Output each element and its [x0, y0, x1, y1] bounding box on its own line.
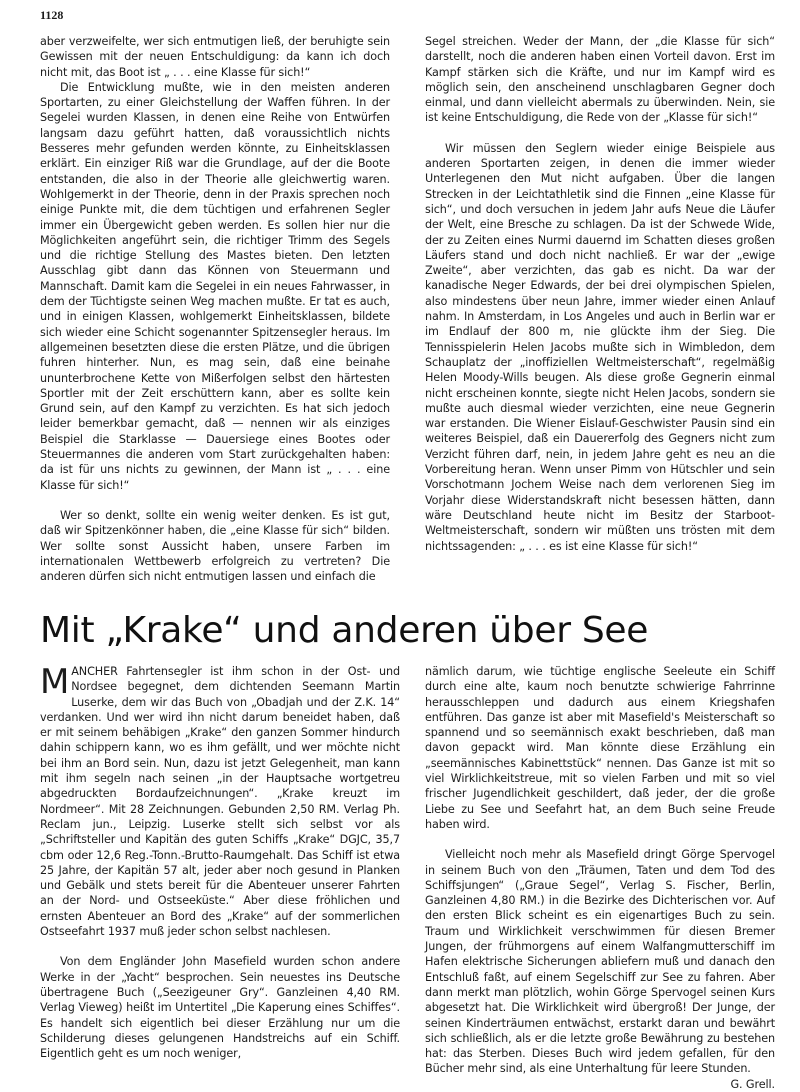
upper-column-left: [40, 34, 390, 584]
article-column-right: [425, 664, 775, 1092]
paragraph: Segel streichen. Weder der Mann, der „die Klasse für sich“ darstellt, noch die anderen haben einen Vorteil davon. Erst im Kampf stärken sich die Kräfte, und nur im Kampf wird es möglich sein, den anscheinend unschlagbaren Gegner doch einmal, und dann vielleicht abermals zu überwinden. Nein, sie ist keine Entschuldigung, die Rede von der „Klasse für sich!“: [425, 35, 775, 125]
paragraph: [40, 664, 400, 939]
article-column-left: [40, 664, 400, 1061]
upper-column-right: [425, 34, 775, 554]
paragraph: Wir müssen den Seglern wieder einige Beispiele aus anderen Sportarten zeigen, in denen die immer wieder Unterlegenen den Mut nicht aufgaben. Über die langen Strecken in der Leichtathletik sind die Finnen „eine Klasse für sich“, und doch versuchen in jedem Jahr aufs Neue die Läufer der Welt, eine Bresche zu schlagen. Da ist der Schwede Wide, der zu Zeiten eines Nurmi dauernd im Schatten dieses großen Läufers stand und doch nicht nachließ. Er war der „ewige Zweite“, aber verzichten, das gab es nicht. Da war der kanadische Neger Edwards, der bei drei olympischen Spielen, also mindestens über neun Jahre, immer wieder einen Anlauf nahm. In Amsterdam, in Los Angeles und auch in Berlin war er im Endlauf der 800 m, nie glückte ihm der Sieg. Die Tennisspielerin Helen Jacobs mußte sich in Wimbledon, dem Schauplatz der „inoffiziellen Weltmeisterschaft“, regelmäßig Helen Moody-Wills beugen. Als diese große Gegnerin einmal nicht erscheinen konnte, siegte nicht Helen Jacobs, sondern sie mußte auch diesmal wieder verzichten, eine neue Gegnerin war erstanden. Die Wiener Eislauf-Geschwister Pausin sind ein weiteres Beispiel, daß ein Dauererfolg des Gegners nicht zum Verzicht führen darf, nein, in jedem Jahre geht es neu an die Vorbereitung heran. Wenn unser Pimm von Hütschler und sein Vorschotmann Jochem Weise nach dem verlorenen Sieg im Vorjahr diese Widerstandskraft nicht besessen hätten, dann wäre Deutschland heute nicht im Besitz der Starboot-Weltmeisterschaft, sondern wir müßten uns trösten mit dem nichtssagenden: „ . . . es ist eine Klasse für sich!“: [425, 141, 775, 553]
drop-cap: M: [40, 662, 70, 702]
article-title: Mit „Krake“ und anderen über See: [40, 610, 649, 651]
paragraph: Die Entwicklung mußte, wie in den meisten anderen Sportarten, zu einer Gleichstellung der Waffen führen. In der Segelei wurden Klassen, in denen eine Reihe von Entwürfen langsam dazu geführt hatten, daß voraussichtlich nichts Besseres mehr gefunden werden könnte, zu Einheitsklassen erklärt. Ein einziger Riß war die Grundlage, auf der die Boote entstanden, die also in der Theorie alle gleichwertig waren. Wohlgemerkt in der Theorie, denn in der Praxis sprechen noch einige Punkte mit, die dem tüchtigen und erfahrenen Segler immer ein Übergewicht geben werden. Es sollen hier nur die Möglichkeiten angeführt sein, die richtiger Trimm des Segels und die richtige Stellung des Mastes bieten. Den letzten Ausschlag gibt dann das Können von Steuermann und Mannschaft. Damit kam die Segelei in ein neues Fahrwasser, in dem der Tüchtigste seinen Weg machen mußte. Er tat es auch, und in einigen Klassen, wohlgemerkt Einheitsklassen, bildete sich wieder eine Schicht sogenannter Spitzensegler heraus. Im allgemeinen besetzten diese die ersten Plätze, und die übrigen fuhren hinterher. Nun, es mag sein, daß eine beinahe ununterbrochene Kette von Mißerfolgen selbst den härtesten Sportler mit der Zeit erschüttern kann, aber es sollte kein Grund sein, auf den Kampf zu verzichten. Es hat sich jedoch leider bemerkbar gemacht, daß — nennen wir als einziges Beispiel die Starklasse — Dauersiege eines Bootes oder Steuermannes die anderen vom Start zurückgehalten haben: da ist für uns nichts zu gewinnen, der Mann ist „ . . . eine Klasse für sich!“: [40, 80, 390, 492]
paragraph-text: ANCHER Fahrtensegler ist ihm schon in der Ost- und Nordsee begegnet, dem dichtenden Seemann Martin Luserke, dem wir das Buch von „Obadjah und der Z.K. 14“ verdanken. Und wer wird ihn nicht darum beneidet haben, daß er mit seinem behäbigen „Krake“ den ganzen Sommer hindurch dahin schippern kann, wo es ihm gefällt, und wer möchte nicht bei ihm an Bord sein. Nun, dazu ist jetzt Gelegenheit, man kann mit ihm segeln nach seinen „in der Hauptsache wortgetreu abgedruckten Bordaufzeichnungen“. „Krake kreuzt im Nordmeer“. Mit 28 Zeichnungen. Gebunden 2,50 RM. Verlag Ph. Reclam jun., Leipzig. Luserke stellt sich selbst vor als „Schriftsteller und Kapitän des guten Schiffs „Krake“ DGJC, 35,7 cbm oder 12,6 Reg.-Tonn.-Brutto-Raumgehalt. Das Schiff ist etwa 25 Jahre, der Kapitän 57 alt, jeder aber noch gesund in Planken und Gebälk und stets bereit für die Abenteuer unserer Fahrten an der Nord- und Ostseeküste.“ Aber diese fröhlichen und ernsten Abenteuer an Bord des „Krake“ auf der sommerlichen Ostseefahrt 1937 muß jeder schon selbst nachlesen.: [40, 665, 400, 939]
paragraph: Wer so denkt, sollte ein wenig weiter denken. Es ist gut, daß wir Spitzenkönner haben, die „eine Klasse für sich“ bilden. Wer sollte sonst Aussicht haben, unsere Farben im internationalen Wettbewerb erfolgreich zu vertreten? Die anderen dürfen sich nicht entmutigen lassen und einfach die: [40, 508, 390, 584]
page-number: 1128: [40, 8, 64, 22]
paragraph-text: Vielleicht noch mehr als Masefield dringt Görge Spervogel in seinem Buch von den „Träumen, Taten und dem Tod des Schiffsjungen“ („Graue Segel“, Verlag S. Fischer, Berlin, Ganzleinen 4,80 RM.) in die Bezirke des Dichterischen vor. Auf den ersten Blick scheint es ein eigenartiges Buch zu sein. Traum und Wirklichkeit verschwimmen für diesen Bremer Jungen, der frühmorgens auf einem Walfangmutterschiff im Hafen elektrische Sicherungen abliefern muß und danach den Entschluß faßt, auf einem Segelschiff zur See zu fahren. Aber dann merkt man plötzlich, wohin Görge Spervogel seinen Kurs abgesetzt hat. Die Wirklichkeit wird übergroß! Der Junge, der seinen Kinderträumen entwächst, erstarkt daran und bewährt sich schließlich, als er die letzte große Bewährung zu bestehen hat: das Sterben. Dieses Buch wird jedem gefallen, für den Bücher mehr sind, als eine Unterhaltung für leere Stunden.: [425, 848, 775, 1076]
paragraph: nämlich darum, wie tüchtige englische Seeleute ein Schiff durch eine alte, kaum noch benutzte schwierige Fahrrinne herausschleppen und dadurch aus einem Kriegshafen entführen. Das ganze ist aber mit Masefield's Meisterschaft so spannend und so seemännisch exakt beschrieben, daß man davon gepackt wird. Man könnte diese Erzählung ein „seemännisches Kabinettstück“ nennen. Das Ganze ist mit so viel Wirklichkeitstreue, mit so vielen Farben und mit so viel frischer Jugendlichkeit geschildert, daß jeder, der die große Liebe zu See und Seefahrt hat, an dem Buch seine Freude haben wird.: [425, 665, 775, 831]
paragraph: [425, 847, 775, 1091]
author-signature: G. Grell.: [730, 1077, 775, 1091]
paragraph: aber verzweifelte, wer sich entmutigen ließ, der beruhigte sein Gewissen mit der neuen Entschuldigung: da kann ich doch nicht mit, das Boot ist „ . . . eine Klasse für sich!“: [40, 35, 390, 79]
paragraph: Von dem Engländer John Masefield wurden schon andere Werke in der „Yacht“ besprochen. Sein neuestes ins Deutsche übertragene Buch („Seezigeuner Gry“. Ganzleinen 4,40 RM. Verlag Vieweg) heißt im Untertitel „Die Kaperung eines Schiffes“. Es handelt sich eigentlich bei dieser Erzählung nur um die Schilderung dieses gelungenen Handstreichs auf ein Schiff. Eigentlich geht es um noch weniger,: [40, 955, 400, 1061]
